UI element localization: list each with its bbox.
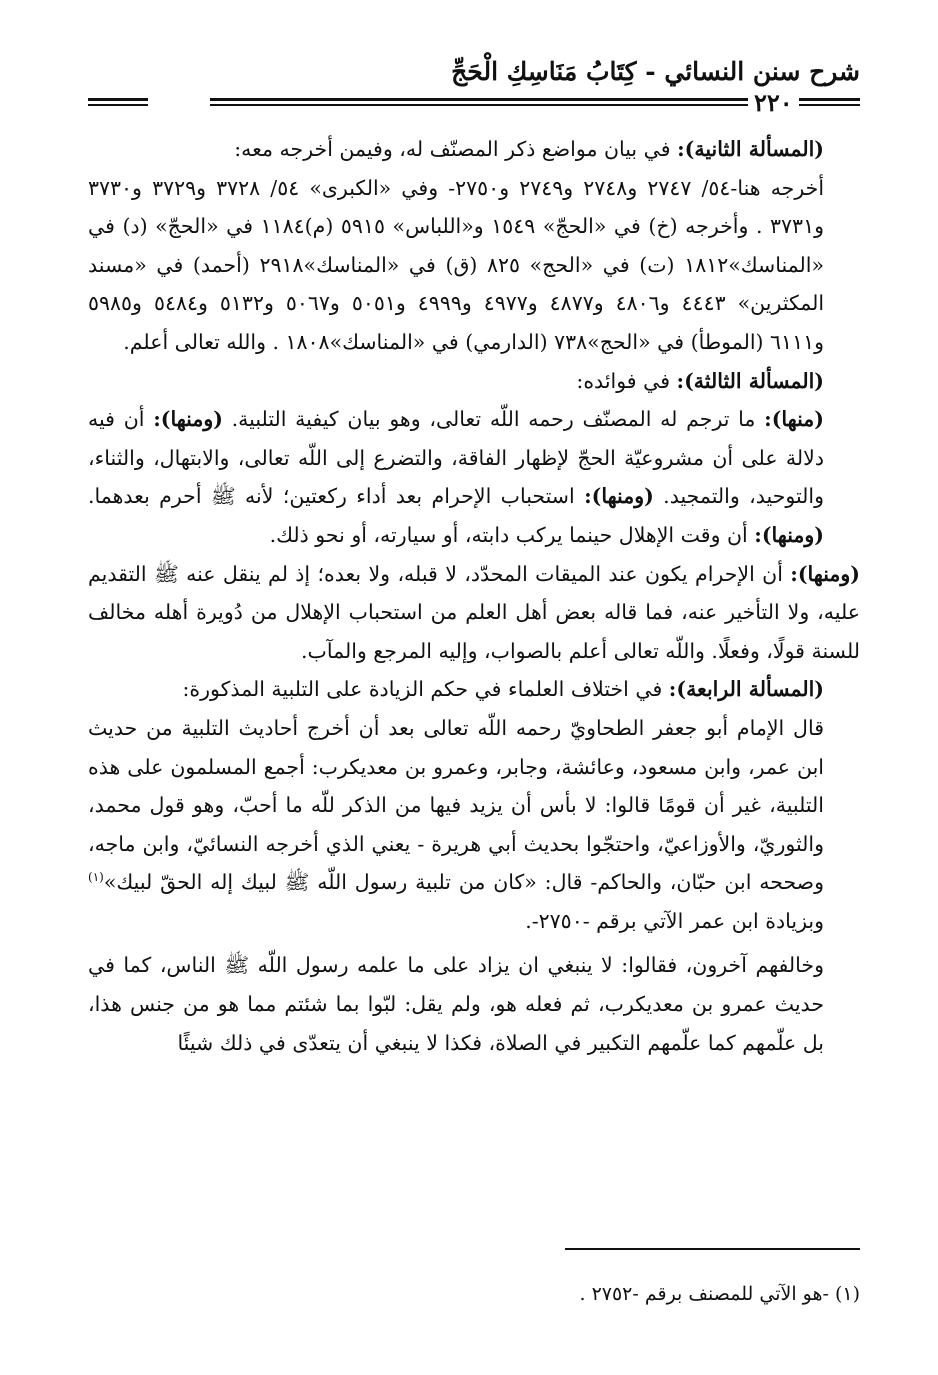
header-rule-thick-left — [88, 98, 148, 101]
takhrij-text: أخرجه هنا-٥٤/ ٢٧٤٧ و٢٧٤٨ و٢٧٤٩ و٢٧٥٠- وفي «الكبرى» ٥٤/ ٣٧٢٨ و٣٧٢٩ و٣٧٣٠ و٣٧٣١ . وأخرجه (خ) في «الحجّ» ١٥٤٩ و«اللباس» ٥٩١٥ (م)١١٨٤ في «الحجّ» (د) في «المناسك»١٨١٢ (ت) في «الحج» ٨٢٥ (ق) في «المناسك»٢٩١٨ (أحمد) في «مسند المكثرين» ٤٤٤٣ و٤٨٠٦ و٤٨٧٧ و٤٩٧٧ و٤٩٩٩ و٥٠٥١ و٥٠٦٧ و٥١٣٢ و٥٤٨٤ و٥٩٨٥ و٦١١١ (الموطأ) في «الحج»٧٣٨ (الدارمي) في «المناسك»١٨٠٨ . والله تعالى أعلم. — [88, 175, 825, 354]
page — [88, 52, 860, 1332]
paragraph-others — [88, 946, 860, 1062]
body-text — [88, 130, 860, 1062]
issue-2-text: في بيان مواضع ذكر المصنّف له، وفيمن أخرجه معه: — [234, 137, 678, 161]
paragraph-takhrij — [88, 169, 860, 362]
footnote-1: (١) -هو الآتي للمصنف برقم -٢٧٥٢ . — [579, 1283, 860, 1305]
benefit-4-label: (ومنها): — [754, 522, 824, 547]
paragraph-benefits — [88, 400, 860, 554]
tahawi-text-after: وبزيادة ابن عمر الآتي برقم -٢٧٥٠-. — [525, 908, 824, 933]
footnote-separator — [565, 1248, 860, 1250]
benefit-1-label: (منها): — [764, 407, 824, 432]
page-number: ٢٢٠ — [748, 90, 799, 116]
paragraph-tahawi — [88, 709, 860, 941]
issue-3-heading: (المسألة الثالثة): — [676, 368, 824, 393]
issue-3-text: في فوائده: — [576, 368, 677, 393]
benefit-5-text: أن الإحرام يكون عند الميقات المحدّد، لا قبله، ولا بعده؛ إذ لم ينقل عنه ﷺ التقديم عليه، ولا التأخير عنه، فما قاله بعض أهل العلم من استحباب الإهلال من دُويرة أهله مخالف للسنة قولًا، وفعلًا. واللّه تعالى أعلم بالصواب، وإليه المرجع والمآب. — [88, 561, 860, 663]
benefit-4-text: أن وقت الإهلال حينما يركب دابته، أو سيارته، أو نحو ذلك. — [269, 522, 755, 547]
issue-4-text: في اختلاف العلماء في حكم الزيادة على التلبية المذكورة: — [182, 677, 669, 702]
paragraph-benefit-5 — [88, 555, 860, 671]
page-header — [88, 52, 860, 122]
header-rule-thin-left — [88, 104, 148, 106]
benefit-1-text: ما ترجم له المصنّف رحمه اللّه تعالى، وهو بيان كيفية التلبية. — [222, 407, 765, 432]
running-title: شرح سنن النسائي - كِتَابُ مَنَاسِكِ الْحَجِّ — [451, 57, 860, 86]
benefit-3-label: (ومنها): — [584, 484, 654, 509]
paragraph-issue-4 — [88, 670, 860, 709]
issue-2-heading: (المسألة الثانية): — [677, 137, 824, 161]
benefit-2-label: (ومنها): — [153, 407, 223, 432]
footnote-marker: (١) — [88, 870, 104, 885]
tahawi-text: قال الإمام أبو جعفر الطحاويّ رحمه اللّه تعالى بعد أن أخرج أحاديث التلبية من حديث ابن عمر، وابن مسعود، وعائشة، وجابر، وعمرو بن معديكرب: أجمع المسلمون على هذه التلبية، غير أن قومًا قالوا: لا بأس أن يزيد فيها من الذكر للّه ما أحبّ، وهو قول محمد، والثوريّ، والأوزاعيّ، واحتجّوا بحديث أبي هريرة - يعني الذي أخرجه النسائيّ، وابن ماجه، وصححه ابن حبّان، والحاكم- قال: «كان من تلبية رسول اللّه ﷺ لبيك إله الحقّ لبيك» — [88, 715, 824, 895]
others-text: وخالفهم آخرون، فقالوا: لا ينبغي ان يزاد على ما علمه رسول اللّه ﷺ الناس، كما في حديث عمرو بن معديكرب، ثم فعله هو، ولم يقل: لبّوا بما شئتم مما هو من جنس هذا، بل علّمهم كما علّمهم التكبير في الصلاة، فكذا لا ينبغي أن يتعدّى في ذلك شيئًا — [88, 953, 824, 1055]
benefit-5-label: (ومنها): — [790, 561, 860, 586]
benefit-2-text: أن فيه دلالة على أن مشروعيّة الحجّ لإظهار الفاقة، والتضرع إلى اللّه تعالى، والابتهال، والثناء، والتوحيد، والتمجيد. — [88, 407, 824, 509]
paragraph-issue-2 — [88, 130, 860, 169]
issue-4-heading: (المسألة الرابعة): — [668, 677, 824, 702]
benefit-3-text: استحباب الإحرام بعد أداء ركعتين؛ لأنه ﷺ أحرم بعدهما. — [88, 484, 585, 509]
paragraph-issue-3 — [88, 362, 860, 401]
